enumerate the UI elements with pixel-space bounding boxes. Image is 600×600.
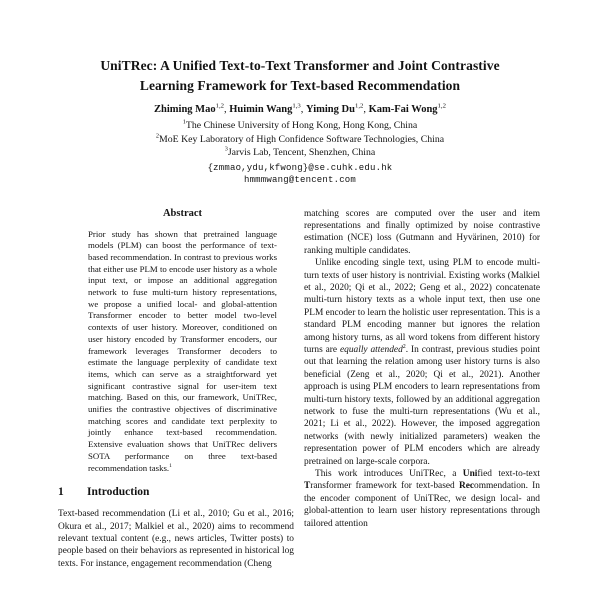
two-column-body bbox=[58, 208, 540, 571]
author-separator: , bbox=[224, 104, 230, 115]
author-affiliation-mark: 1,2 bbox=[354, 102, 364, 110]
author-name: Kam-Fai Wong bbox=[368, 104, 438, 115]
bold-acronym-rec: Rec bbox=[458, 481, 475, 492]
author bbox=[369, 104, 446, 115]
abstract-text bbox=[88, 229, 277, 475]
paper-header bbox=[0, 0, 600, 187]
paragraph-text: This work introduces UniTRec, a bbox=[315, 469, 463, 480]
author-name: Huimin Wang bbox=[229, 104, 293, 115]
affiliation-text: MoE Key Laboratory of High Confidence Software Technologies, China bbox=[159, 133, 445, 145]
paper-title-line1: UniTRec: A Unified Text-to-Text Transformer and Joint Contrastive bbox=[100, 58, 500, 73]
author bbox=[229, 104, 306, 115]
bold-acronym-t: T bbox=[304, 481, 311, 492]
paragraph-text: ommendation. In the encoder component of UniTRec, we design local- and global-attention to learn user history representations through tailored attention bbox=[304, 481, 540, 529]
affiliation-mark: 3 bbox=[224, 145, 228, 153]
author-separator: , bbox=[300, 104, 307, 115]
abstract-heading: Abstract bbox=[162, 207, 203, 219]
author-name: Yiming Du bbox=[306, 104, 355, 115]
affiliation-mark: 1 bbox=[182, 118, 186, 126]
authors-line bbox=[0, 102, 600, 117]
affiliation-text: Jarvis Lab, Tencent, Shenzhen, China bbox=[227, 147, 376, 158]
bold-acronym-uni: Uni bbox=[462, 469, 478, 480]
paper-title bbox=[0, 56, 600, 96]
right-col-paragraph-1: matching scores are computed over the user and item representations and finally optimized by noise contrastive estimation (NCE) loss (Gutmann and Hyvärinen, 2010) for ranking multiple candidates. bbox=[304, 208, 540, 256]
footnote-mark: 2 bbox=[402, 343, 406, 350]
section-number: 1 bbox=[58, 486, 64, 499]
intro-paragraph: Text-based recommendation (Li et al., 2010; Gu et al., 2016; Okura et al., 2017; Malkiel et al., 2020) aims to recommend relevant textual content (e.g., news articles, Twitter posts) to people based on their behaviors as represented in historical log texts. For instance, engagement recommendation (Cheng bbox=[58, 509, 294, 569]
abstract-section bbox=[88, 208, 277, 475]
author-name: Zhiming Mao bbox=[154, 104, 216, 115]
right-col-paragraph-2 bbox=[304, 257, 540, 468]
paragraph-text: . In contrast, previous studies point out that learning the relation among user history turns is also beneficial (Zeng et al., 2020; Qi et al., 2021). Another approach is using PLM encoders to learn representations from multi-turn history texts, followed by an additional aggregation network to fuse the multi-turn representations (Wu et al., 2021; Li et al., 2022). However, the imposed aggregation networks (with newly initialized parameters) weaken the representation power of PLM encoders which are already pretrained on large-scale corpora. bbox=[304, 344, 540, 467]
affiliation-line-2 bbox=[0, 133, 600, 147]
affiliation-text: The Chinese University of Hong Kong, Hong Kong, China bbox=[185, 120, 418, 131]
email-line-1: {zmmao,ydu,kfwong}@se.cuhk.edu.hk bbox=[207, 162, 393, 173]
paragraph-text: ransformer framework for text-based bbox=[310, 481, 459, 492]
author-affiliation-mark: 1,3 bbox=[292, 102, 301, 110]
affiliation-line-3 bbox=[0, 146, 600, 160]
abstract-body-text: Prior study has shown that pretrained language models (PLM) can boost the performance of text-based recommendation. In contrast to previous works that either use PLM to encode user history as a whole input text, or impose an additional aggregation network to fuse multi-turn history representations, we propose a unified local- and global-attention Transformer encoder to better model two-level contexts of user history. Moreover, conditioned on user history encoded by Transformer encoders, our framework leverages Transformer decoders to estimate the language perplexity of candidate text items, which can serve as a straightforward yet significant contrastive signal for user-item text matching. Based on this, our framework, UniTRec, unifies the contrastive objectives of discriminative matching scores and candidate text perplexity to jointly enhance text-based recommendation. Extensive evaluation shows that UniTRec delivers SOTA performance on three text-based recommendation tasks. bbox=[88, 228, 277, 473]
section-1-heading bbox=[58, 486, 294, 498]
emails-block bbox=[0, 162, 600, 187]
paragraph-text: Unlike encoding single text, using PLM to encode multi-turn texts of user history is nontrivial. Existing works (Malkiel et al., 2020; Qi et al., 2022; Geng et al., 2022) concatenate multi-turn history texts as a whole input text, then use one PLM encoder to learn the holistic user representation. This is a standard PLM encoding manner but ignores the relation among history turns, as all word tokens from different history turns are bbox=[304, 258, 540, 355]
paper-title-line2: Learning Framework for Text-based Recommendation bbox=[139, 78, 461, 93]
section-title: Introduction bbox=[87, 486, 150, 499]
affiliation-mark: 2 bbox=[155, 132, 160, 140]
author bbox=[154, 104, 229, 115]
author bbox=[306, 104, 369, 115]
author-separator: , bbox=[363, 104, 369, 115]
affiliations-block bbox=[0, 119, 600, 160]
author-affiliation-mark: 1,2 bbox=[437, 102, 446, 110]
email-line-2: hmmmwang@tencent.com bbox=[243, 175, 357, 185]
emphasized-phrase: equally attended bbox=[339, 344, 403, 355]
paragraph-text: fied text-to-text bbox=[477, 469, 541, 480]
abstract-footnote-mark: 1 bbox=[169, 462, 172, 469]
author-affiliation-mark: 1,2 bbox=[215, 102, 224, 110]
right-col-paragraph-3 bbox=[304, 468, 540, 530]
right-column bbox=[304, 208, 540, 531]
affiliation-line-1 bbox=[0, 119, 600, 133]
left-column bbox=[58, 208, 294, 571]
